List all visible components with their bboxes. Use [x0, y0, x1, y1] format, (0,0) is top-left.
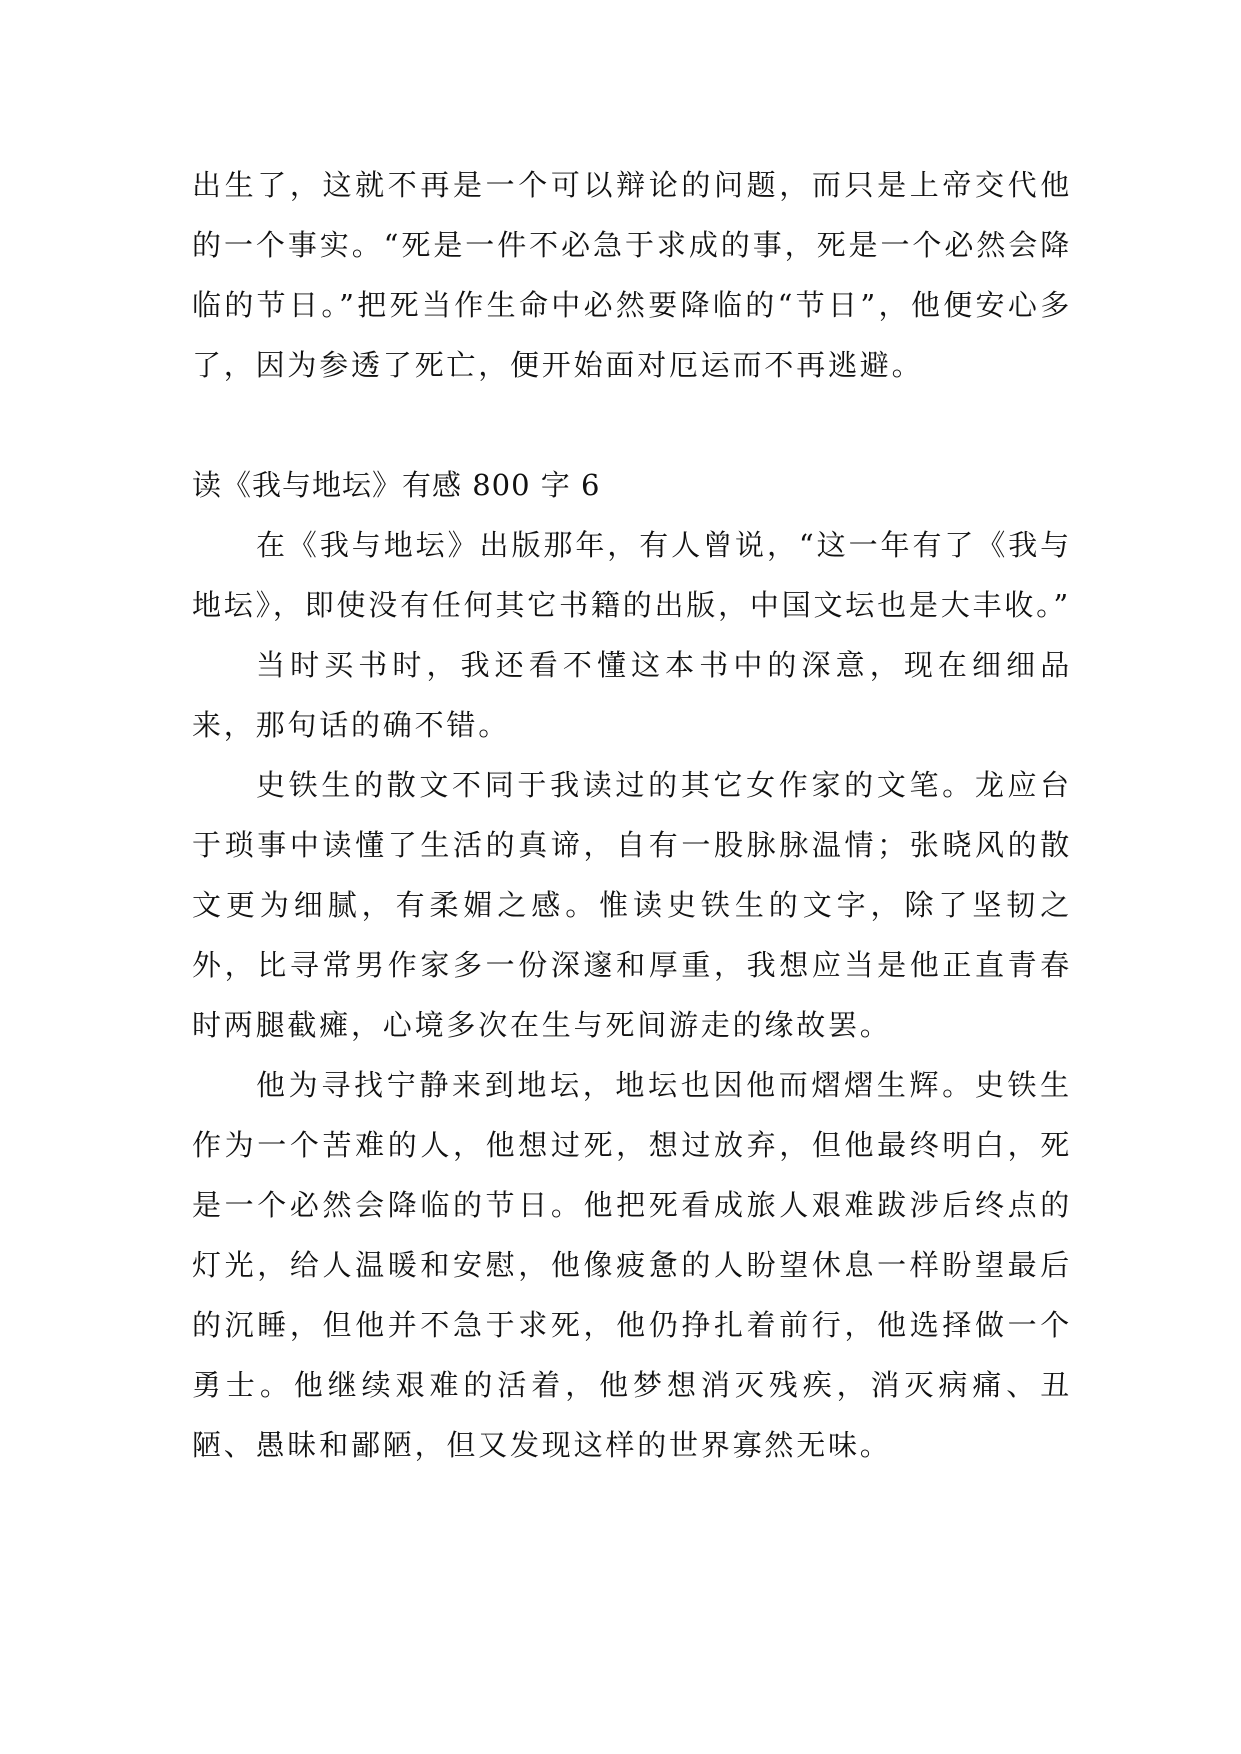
continuation-paragraph: 出生了，这就不再是一个可以辩论的问题，而只是上帝交代他的一个事实。“死是一件不必急于求成的事，死是一个必然会降临的节日。”把死当作生命中必然要降临的“节日”，他便安心多了，因为参透了死亡，便开始面对厄运而不再逃避。	[192, 168, 1072, 382]
paragraph-3: 史铁生的散文不同于我读过的其它女作家的文笔。龙应台于琐事中读懂了生活的真谛，自有一股脉脉温情；张晓风的散文更为细腻，有柔媚之感。惟读史铁生的文字，除了坚韧之外，比寻常男作家多一份深邃和厚重，我想应当是他正直青春时两腿截瘫，心境多次在生与死间游走的缘故罢。	[192, 768, 1072, 1042]
paragraph-1: 在《我与地坛》出版那年，有人曾说，“这一年有了《我与地坛》，即使没有任何其它书籍的出版，中国文坛也是大丰收。”	[192, 528, 1072, 622]
section-title: 读《我与地坛》有感 800 字 6	[192, 468, 601, 502]
document-body	[192, 155, 1072, 1475]
paragraph-4: 他为寻找宁静来到地坛，地坛也因他而熠熠生辉。史铁生作为一个苦难的人，他想过死，想过放弃，但他最终明白，死是一个必然会降临的节日。他把死看成旅人艰难跋涉后终点的灯光，给人温暖和安慰，他像疲惫的人盼望休息一样盼望最后的沉睡，但他并不急于求死，他仍挣扎着前行，他选择做一个勇士。他继续艰难的活着，他梦想消灭残疾，消灭病痛、丑陋、愚昧和鄙陋，但又发现这样的世界寡然无味。	[192, 1068, 1072, 1462]
paragraph-2: 当时买书时，我还看不懂这本书中的深意，现在细细品来，那句话的确不错。	[192, 648, 1072, 742]
